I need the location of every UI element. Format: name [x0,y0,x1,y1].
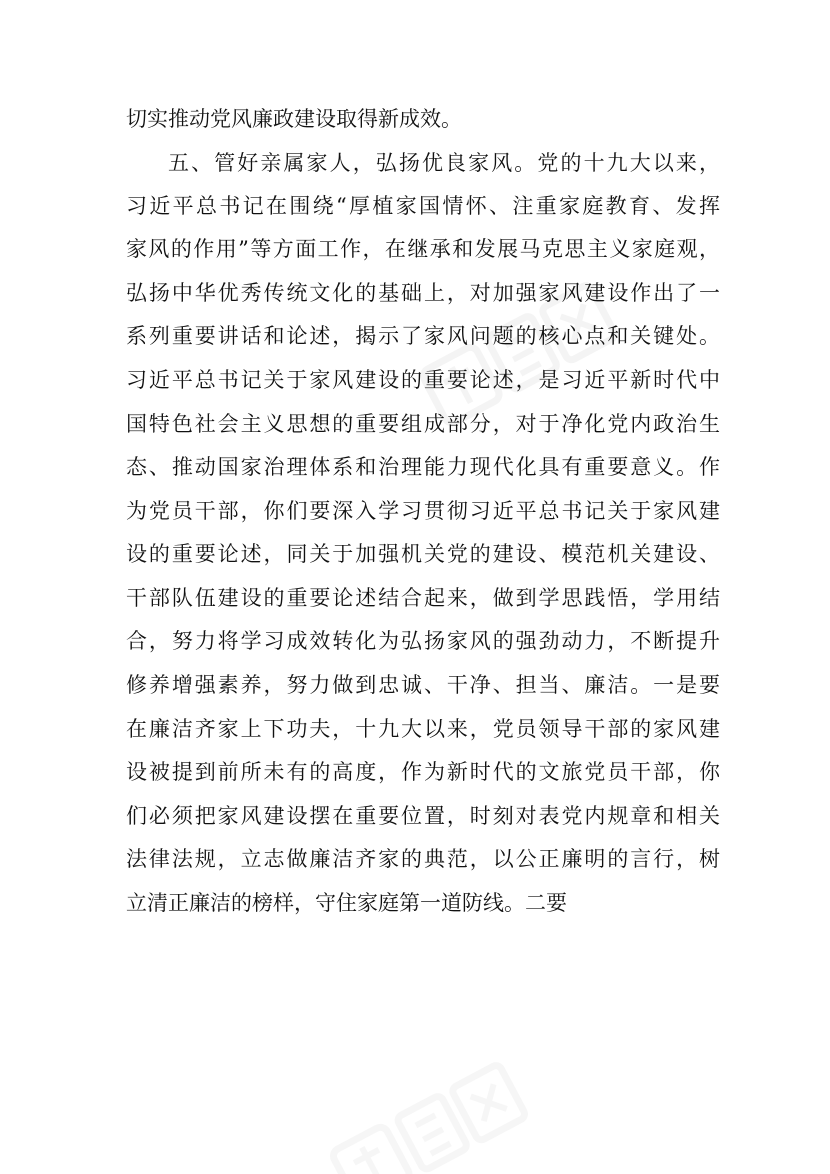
watermark-logo-icon [321,1048,540,1174]
text-line: 态、推动国家治理体系和治理能力现代化具有重要意义。作 [126,455,720,479]
text-line: 立清正廉洁的榜样，守住家庭第一道防线。二要 [126,891,567,915]
text-line: 在廉洁齐家上下功夫，十九大以来，党员领导干部的家风建 [126,717,720,741]
text-line: 设的重要论述，同关于加强机关党的建设、模范机关建设、 [126,542,720,566]
text-line: 五、管好亲属家人，弘扬优良家风。党的十九大以来， [168,151,720,175]
text-line: 合，努力将学习成效转化为弘扬家风的强劲动力，不断提升 [126,629,720,653]
text-line: 法律法规，立志做廉洁齐家的典范，以公正廉明的言行，树 [126,847,720,871]
text-line: 国特色社会主义思想的重要组成部分，对于净化党内政治生 [126,412,720,436]
text-line: 修养增强素养，努力做到忠诚、干净、担当、廉洁。一是要 [126,673,720,697]
text-line: 干部队伍建设的重要论述结合起来，做到学思践悟，学用结 [126,586,720,610]
text-line: 们必须把家风建设摆在重要位置，时刻对表党内规章和相关 [126,804,720,828]
text-line: 家风的作用”等方面工作，在继承和发展马克思主义家庭观， [126,237,720,261]
text-line: 习近平总书记关于家风建设的重要论述，是习近平新时代中 [126,368,720,392]
text-line: 切实推动党风廉政建设取得新成效。 [126,107,462,131]
text-line: 为党员干部，你们要深入学习贯彻习近平总书记关于家风建 [126,499,720,523]
text-line: 设被提到前所未有的高度，作为新时代的文旅党员干部，你 [126,760,720,784]
text-line: 弘扬中华优秀传统文化的基础上，对加强家风建设作出了一 [126,281,720,305]
text-line: 系列重要讲话和论述，揭示了家风问题的核心点和关键处。 [126,324,720,348]
text-line: 习近平总书记在围绕“厚植家国情怀、注重家庭教育、发挥 [126,194,720,218]
